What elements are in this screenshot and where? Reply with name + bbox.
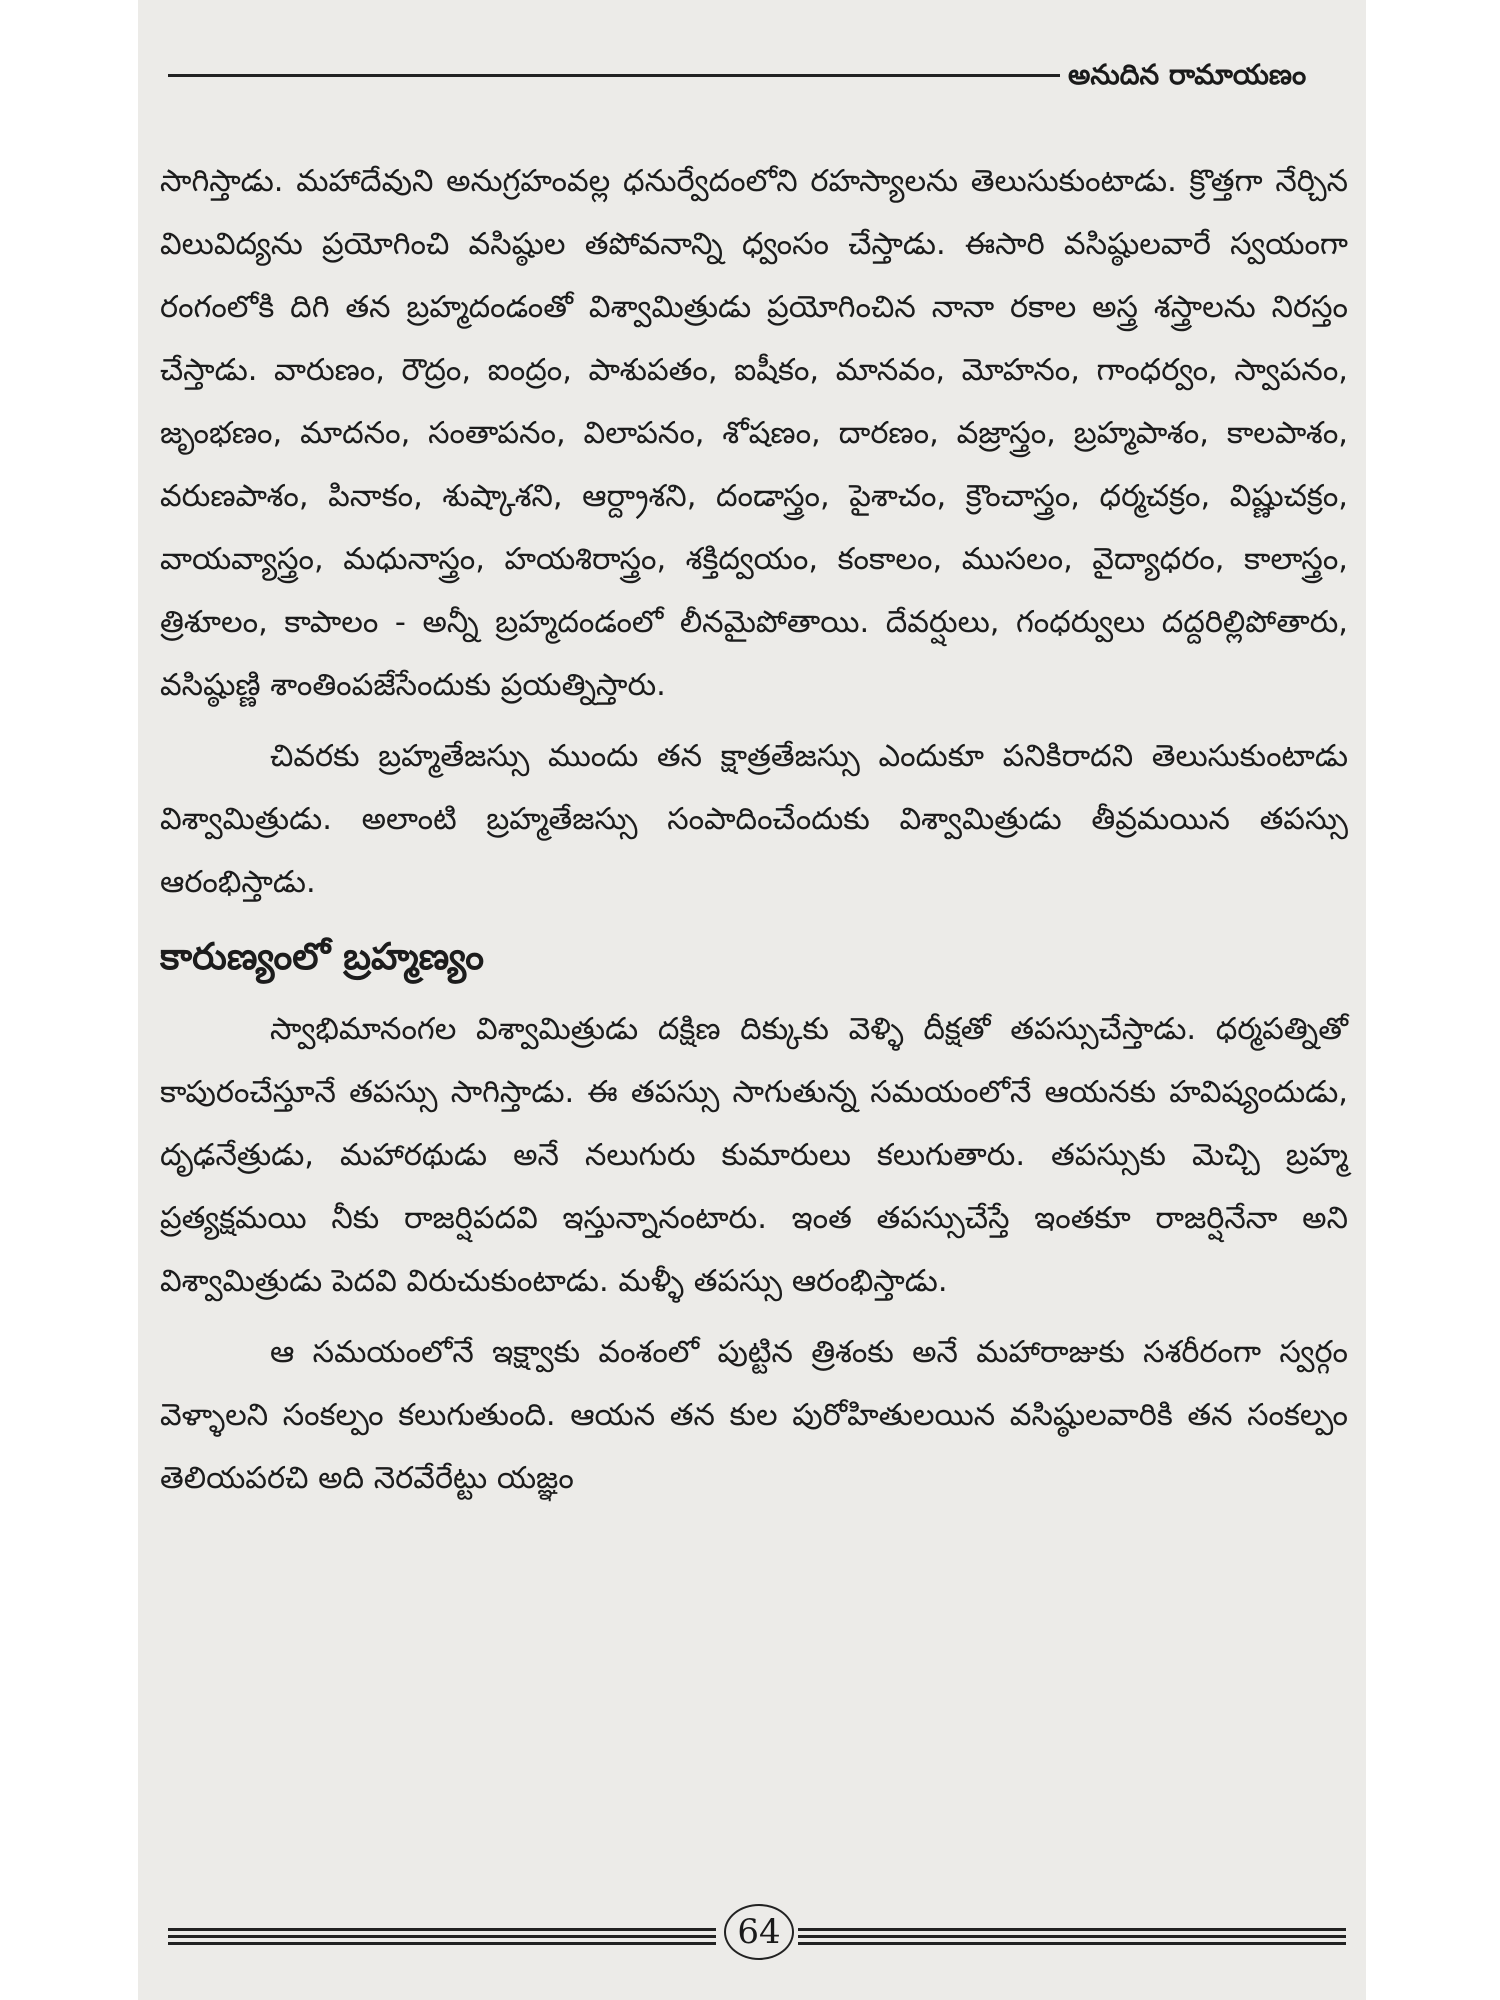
paragraph-4: ఆ సమయంలోనే ఇక్ష్వాకు వంశంలో పుట్టిన త్రిశంకు అనే మహారాజుకు సశరీరంగా స్వర్గం వెళ్ళాలని సంకల్పం కలుగుతుంది. ఆయన తన కుల పురోహితులయిన వసిష్ఠులవారికి తన సంకల్పం తెలియపరచి అది నెరవేరేట్టు యజ్ఞం bbox=[160, 1335, 1348, 1496]
page-number: 64 bbox=[724, 1904, 794, 1960]
page-body bbox=[160, 150, 1348, 1510]
section-heading: కారుణ్యంలో బ్రహ్మణ్యం bbox=[160, 935, 485, 978]
paragraph-1: సాగిస్తాడు. మహాదేవుని అనుగ్రహంవల్ల ధనుర్వేదంలోని రహస్యాలను తెలుసుకుంటాడు. క్రొత్తగా నేర్చిన విలువిద్యను ప్రయోగించి వసిష్ఠుల తపోవనాన్ని ధ్వంసం చేస్తాడు. ఈసారి వసిష్ఠులవారే స్వయంగా రంగంలోకి దిగి తన బ్రహ్మదండంతో విశ్వామిత్రుడు ప్రయోగించిన నానా రకాల అస్త్ర శస్త్రాలను నిరస్తం చేస్తాడు. వారుణం, రౌద్రం, ఐంద్రం, పాశుపతం, ఐషీకం, మానవం, మోహనం, గాంధర్వం, స్వాపనం, జృంభణం, మాదనం, సంతాపనం, విలాపనం, శోషణం, దారణం, వజ్రాస్త్రం, బ్రహ్మపాశం, కాలపాశం, వరుణపాశం, పినాకం, శుష్కాశని, ఆర్ద్రాశని, దండాస్త్రం, పైశాచం, క్రౌంచాస్త్రం, ధర్మచక్రం, విష్ణుచక్రం, వాయవ్యాస్త్రం, మధునాస్త్రం, హయశిరాస్త్రం, శక్తిద్వయం, కంకాలం, ముసలం, వైద్యాధరం, కాలాస్త్రం, త్రిశూలం, కాపాలం - అన్నీ బ్రహ్మదండంలో లీనమైపోతాయి. దేవర్షులు, గంధర్వులు దద్దరిల్లిపోతారు, వసిష్ఠుణ్ణి శాంతింపజేసేందుకు ప్రయత్నిస్తారు. bbox=[160, 164, 1348, 703]
footer-rule-left bbox=[168, 1928, 716, 1949]
header-rule bbox=[168, 74, 1060, 77]
footer-rule-right bbox=[798, 1928, 1346, 1949]
paragraph-2: చివరకు బ్రహ్మతేజస్సు ముందు తన క్షాత్రతేజస్సు ఎందుకూ పనికిరాదని తెలుసుకుంటాడు విశ్వామిత్రుడు. అలాంటి బ్రహ్మతేజస్సు సంపాదించేందుకు విశ్వామిత్రుడు తీవ్రమయిన తపస్సు ఆరంభిస్తాడు. bbox=[160, 739, 1348, 900]
running-title: అనుదిన రామాయణం bbox=[1068, 58, 1307, 91]
paragraph-3: స్వాభిమానంగల విశ్వామిత్రుడు దక్షిణ దిక్కుకు వెళ్ళి దీక్షతో తపస్సుచేస్తాడు. ధర్మపత్నితో కాపురంచేస్తూనే తపస్సు సాగిస్తాడు. ఈ తపస్సు సాగుతున్న సమయంలోనే ఆయనకు హవిష్యందుడు, దృఢనేత్రుడు, మహారథుడు అనే నలుగురు కుమారులు కలుగుతారు. తపస్సుకు మెచ్చి బ్రహ్మ ప్రత్యక్షమయి నీకు రాజర్షిపదవి ఇస్తున్నానంటారు. ఇంత తపస్సుచేస్తే ఇంతకూ రాజర్షినేనా అని విశ్వామిత్రుడు పెదవి విరుచుకుంటాడు. మళ్ళీ తపస్సు ఆరంభిస్తాడు. bbox=[160, 1012, 1348, 1299]
